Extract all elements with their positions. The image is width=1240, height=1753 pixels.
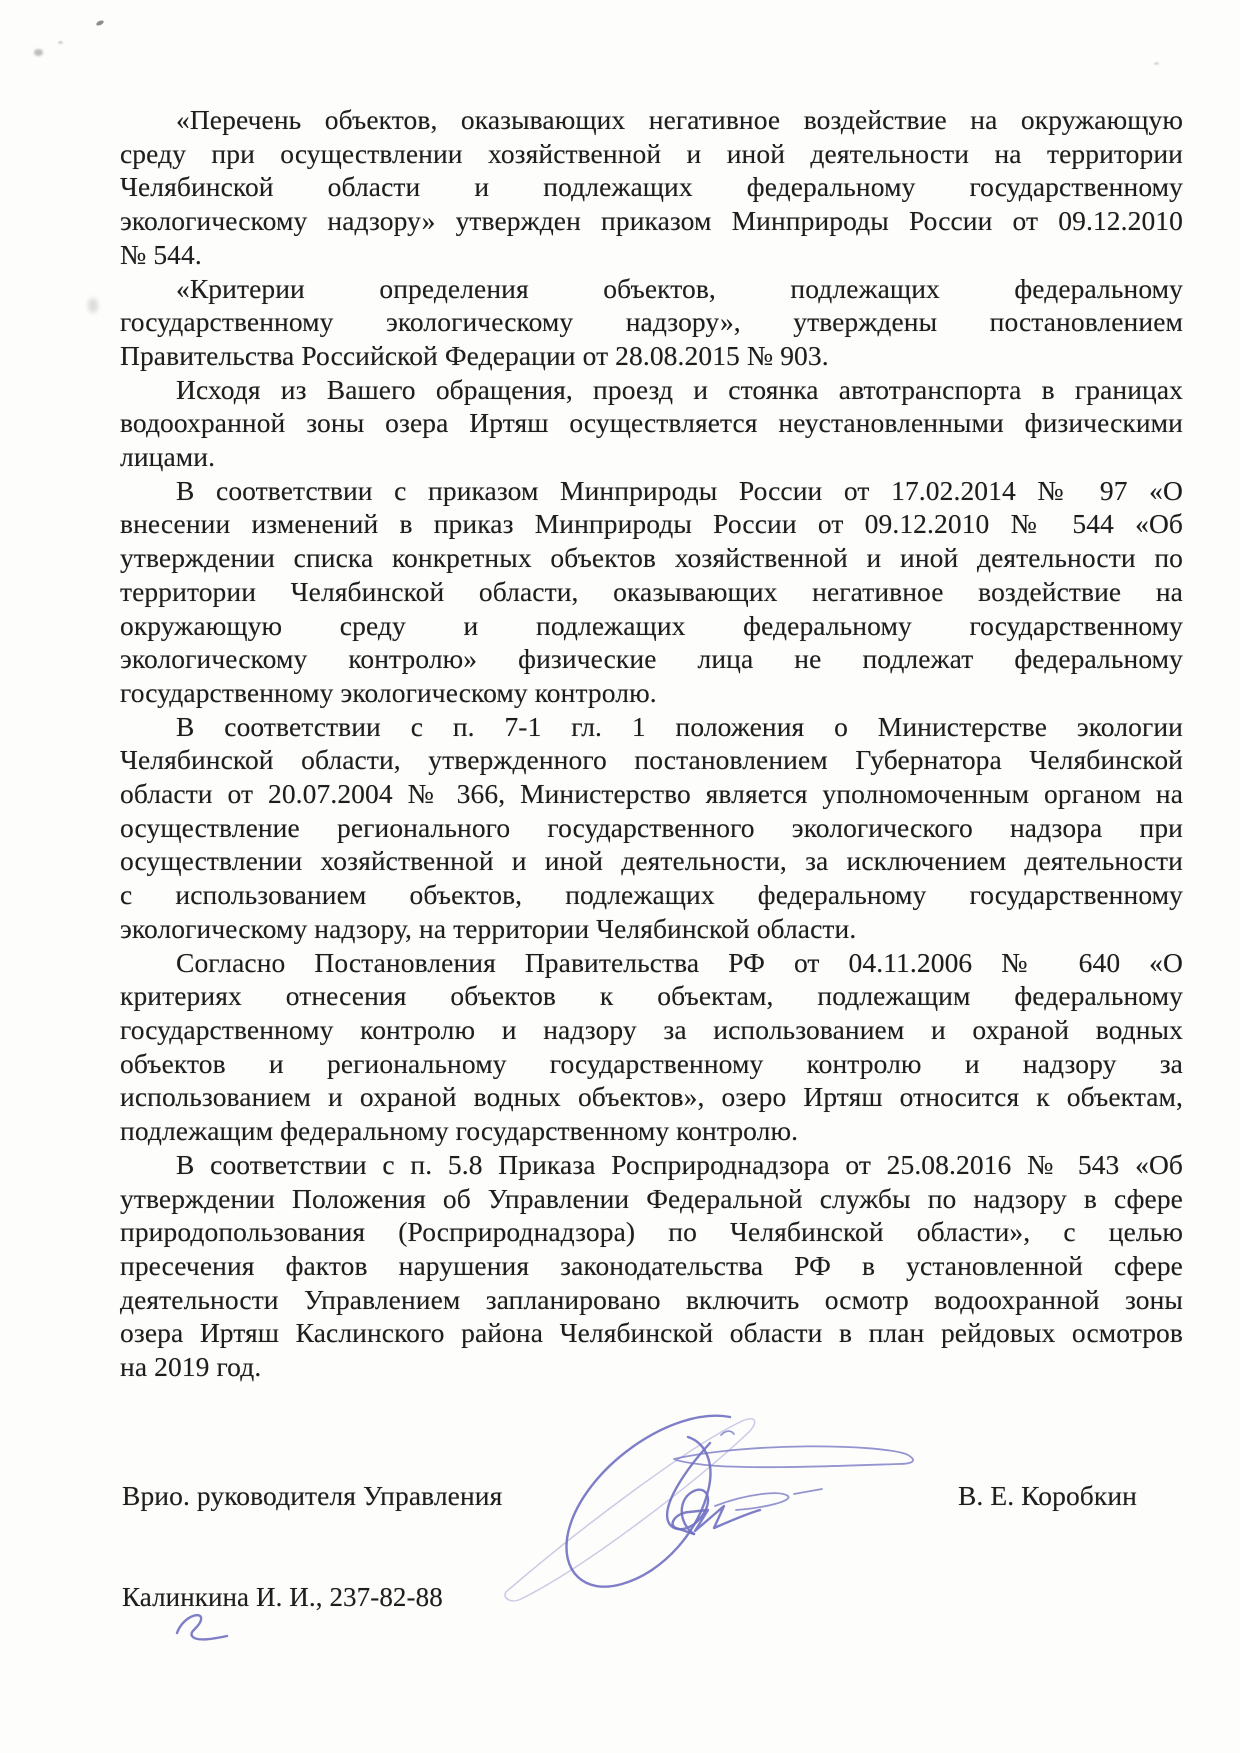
text-line: области от 20.07.2004 № 366, Министерство является уполномоченным органом на [120,778,1183,810]
paragraph [120,1148,1183,1384]
text-line: государственному контролю и надзору за использованием и охраной водных [120,1013,1183,1045]
text-line: Исходя из Вашего обращения, проезд и стоянка автотранспорта в границах [176,373,1183,405]
text-line: окружающую среду и подлежащих федеральному государственному [120,609,1183,641]
signer-title: Врио. руководителя Управления [122,1480,503,1511]
paragraph [120,103,1183,272]
signer-name: В. Е. Коробкин [957,1480,1137,1511]
text-line: экологическому контролю» физические лица не подлежат федеральному [120,643,1183,675]
text-line: лицами. [120,441,216,473]
executor-contact: Калинкина И. И., 237-82-88 [122,1582,443,1612]
paragraph [120,946,1183,1148]
text-line: озера Иртяш Каслинского района Челябинской области в план рейдовых осмотров [120,1317,1183,1349]
text-line: экологическому надзору» утвержден приказом Минприроды России от 09.12.2010 [120,205,1183,237]
scan-speck [96,19,105,26]
text-line: В соответствии с п. 7-1 гл. 1 положения о Министерстве экологии [176,710,1183,742]
text-line: № 544. [120,238,202,270]
text-line: объектов и региональному государственному контролю и надзору за [120,1047,1183,1079]
text-line: с использованием объектов, подлежащих федеральному государственному [120,879,1183,911]
paragraph [120,373,1183,474]
text-line: территории Челябинской области, оказывающих негативное воздействие на [120,575,1183,607]
text-line: В соответствии с приказом Минприроды России от 17.02.2014 № 97 «О [176,474,1183,506]
text-line: государственному экологическому контролю. [120,676,657,708]
text-line: среду при осуществлении хозяйственной и иной деятельности на территории [120,137,1183,169]
scan-speck [34,49,43,56]
text-line: государственному экологическому надзору», утверждены постановлением [120,306,1183,338]
text-line: на 2019 год. [120,1351,262,1383]
text-line: экологическому надзору, на территории Челябинской области. [120,912,857,944]
text-line: использованием и охраной водных объектов», озеро Иртяш относится к объектам, [120,1081,1183,1113]
text-line: «Перечень объектов, оказывающих негативное воздействие на окружающую [176,104,1183,135]
text-line: деятельности Управлением запланировано включить осмотр водоохранной зоны [120,1283,1183,1315]
scan-smudge [88,298,98,313]
text-line: подлежащим федеральному государственному контролю. [120,1115,799,1147]
text-line: «Критерии определения объектов, подлежащих федеральному [176,272,1183,304]
paragraph [120,474,1183,710]
ink-scribble [163,1606,235,1652]
text-line: утверждении списка конкретных объектов хозяйственной и иной деятельности по [120,542,1183,574]
text-line: Челябинской области и подлежащих федеральному государственному [120,171,1183,203]
text-line: Согласно Постановления Правительства РФ от 04.11.2006 № 640 «О [176,946,1183,978]
text-line: осуществлении хозяйственной и иной деятельности, за исключением деятельности [120,845,1183,877]
text-line: В соответствии с п. 5.8 Приказа Росприроднадзора от 25.08.2016 № 543 «Об [176,1148,1183,1180]
handwritten-signature [478,1394,928,1619]
scan-speck [1154,62,1159,65]
text-line: природопользования (Росприроднадзора) по Челябинской области», с целью [120,1216,1183,1248]
text-line: пресечения фактов нарушения законодательства РФ в установленной сфере [120,1249,1183,1281]
text-line: внесении изменений в приказ Минприроды России от 09.12.2010 № 544 «Об [120,508,1183,540]
text-line: водоохранной зоны озера Иртяш осуществляется неустановленными физическими [120,407,1183,439]
paragraph [120,710,1183,946]
paragraph [120,272,1183,373]
text-line: осуществление регионального государственного экологического надзора при [120,811,1183,843]
text-line: критериях отнесения объектов к объектам, подлежащим федеральному [120,980,1183,1012]
scan-speck [58,41,63,44]
letter-body [120,103,1183,1384]
text-line: Правительства Российской Федерации от 28.08.2015 № 903. [120,339,829,371]
text-line: Челябинской области, утвержденного постановлением Губернатора Челябинской [120,744,1183,776]
text-line: утверждении Положения об Управлении Федеральной службы по надзору в сфере [120,1182,1183,1214]
